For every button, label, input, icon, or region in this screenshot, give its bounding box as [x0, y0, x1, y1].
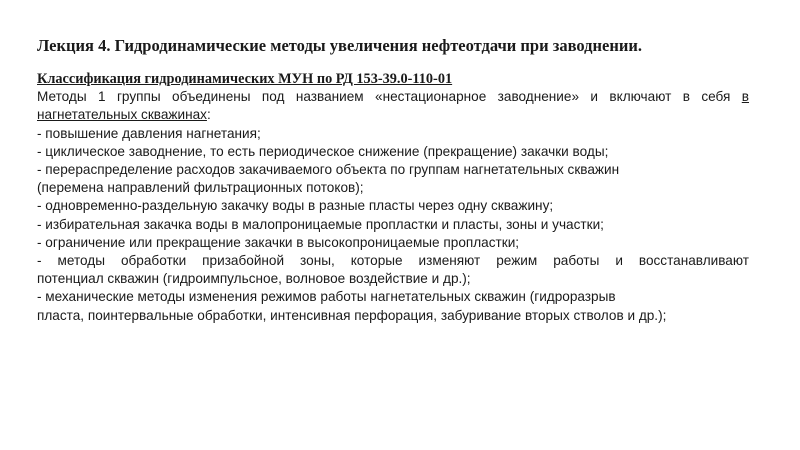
classification-subtitle: Классификация гидродинамических МУН по РД 153-39.0-110-01 [37, 71, 453, 87]
methods-item-line-2: потенциал скважин (гидроимпульсное, волновое воздействие и др.); [37, 271, 471, 287]
intro-paragraph [37, 88, 749, 124]
list-item: (перемена направлений фильтрационных потоков); [37, 180, 364, 196]
list-item: - циклическое заводнение, то есть периодическое снижение (прекращение) закачки воды; [37, 143, 609, 159]
methods-item-line-1: - методы обработки призабойной зоны, которые изменяют режим работы и восстанавливают [37, 253, 749, 269]
list-item: - перераспределение расходов закачиваемого объекта по группам нагнетательных скважин [37, 162, 620, 178]
list-item: - одновременно-раздельную закачку воды в разные пласты через одну скважину; [37, 198, 554, 214]
mechanical-item-line-2: пласта, поинтервальные обработки, интенсивная перфорация, забуривание вторых стволов и др.); [37, 307, 667, 323]
intro-tail: : [206, 107, 211, 123]
lecture-title: Лекция 4. Гидродинамические методы увеличения нефтеотдачи при заводнении. [37, 36, 643, 55]
list-item: - повышение давления нагнетания; [37, 125, 261, 141]
intro-link-start: в [741, 89, 749, 105]
intro-line-2 [37, 106, 749, 124]
intro-link-end: нагнетательных скважинах [37, 107, 207, 123]
mechanical-item-line-1: - механические методы изменения режимов работы нагнетательных скважин (гидроразрыв [37, 289, 616, 305]
slide-body [37, 70, 749, 325]
intro-line-1 [37, 88, 749, 106]
intro-text: Методы 1 группы объединены под названием «нестационарное заводнение» и включают в себя [37, 89, 731, 105]
list-item: - ограничение или прекращение закачки в высокопроницаемые пропластки; [37, 234, 520, 250]
list-item: - избирательная закачка воды в малопроницаемые пропластки и пласты, зоны и участки; [37, 216, 604, 232]
